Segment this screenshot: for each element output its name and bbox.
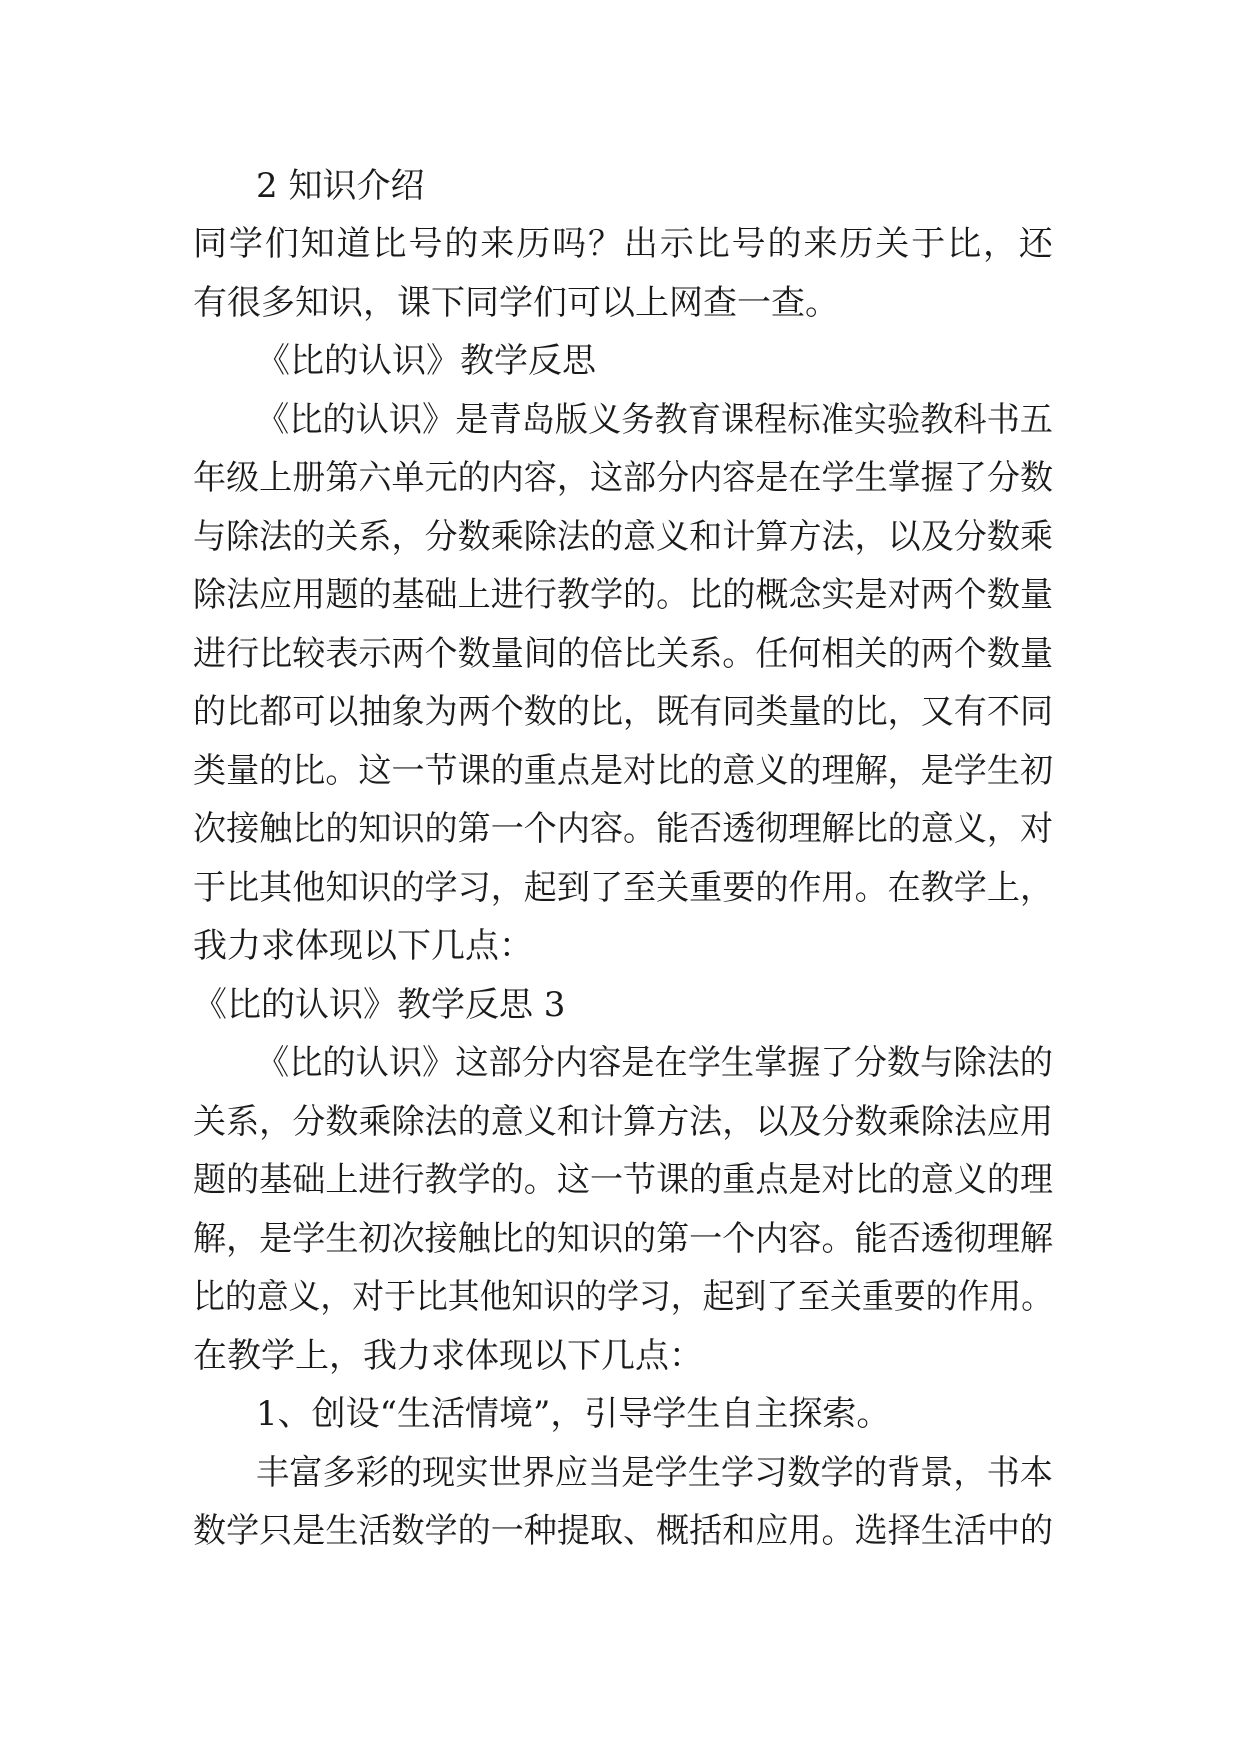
paragraph-line: 比的意义，对于比其他知识的学习，起到了至关重要的作用。 <box>193 1277 1053 1317</box>
paragraph-line: 有很多知识，课下同学们可以上网查一查。 <box>193 283 839 323</box>
paragraph-line: 类量的比。这一节课的重点是对比的意义的理解，是学生初 <box>193 751 1054 791</box>
paragraph-line: 关系，分数乘除法的意义和计算方法，以及分数乘除法应用 <box>193 1102 1054 1142</box>
section-heading: 《比的认识》教学反思 3 <box>193 985 566 1025</box>
paragraph-line: 我力求体现以下几点： <box>193 926 533 966</box>
paragraph-line: 《比的认识》这部分内容是在学生掌握了分数与除法的 <box>256 1043 1053 1083</box>
list-item: 1、创设“生活情境”，引导学生自主探索。 <box>256 1394 891 1434</box>
paragraph-line: 年级上册第六单元的内容，这部分内容是在学生掌握了分数 <box>193 458 1054 498</box>
section-heading: 2 知识介绍 <box>256 166 425 206</box>
section-heading: 《比的认识》教学反思 <box>256 341 596 381</box>
paragraph-line: 在教学上，我力求体现以下几点： <box>193 1336 703 1376</box>
paragraph-line: 进行比较表示两个数量间的倍比关系。任何相关的两个数量 <box>193 634 1054 674</box>
paragraph-line: 次接触比的知识的第一个内容。能否透彻理解比的意义，对 <box>193 809 1054 849</box>
paragraph-line: 《比的认识》是青岛版义务教育课程标准实验教科书五 <box>256 400 1053 440</box>
paragraph-line: 丰富多彩的现实世界应当是学生学习数学的背景，书本 <box>256 1453 1053 1493</box>
paragraph-line: 题的基础上进行教学的。这一节课的重点是对比的意义的理 <box>193 1160 1054 1200</box>
paragraph-line: 的比都可以抽象为两个数的比，既有同类量的比，又有不同 <box>193 692 1054 732</box>
paragraph-line: 数学只是生活数学的一种提取、概括和应用。选择生活中的 <box>193 1511 1054 1551</box>
paragraph-line: 于比其他知识的学习，起到了至关重要的作用。在教学上， <box>193 868 1054 908</box>
paragraph-line: 除法应用题的基础上进行教学的。比的概念实是对两个数量 <box>193 575 1054 615</box>
paragraph-line: 与除法的关系，分数乘除法的意义和计算方法，以及分数乘 <box>193 517 1054 557</box>
paragraph-line: 解，是学生初次接触比的知识的第一个内容。能否透彻理解 <box>193 1219 1054 1259</box>
paragraph-line: 同学们知道比号的来历吗？出示比号的来历关于比，还 <box>193 224 1055 264</box>
